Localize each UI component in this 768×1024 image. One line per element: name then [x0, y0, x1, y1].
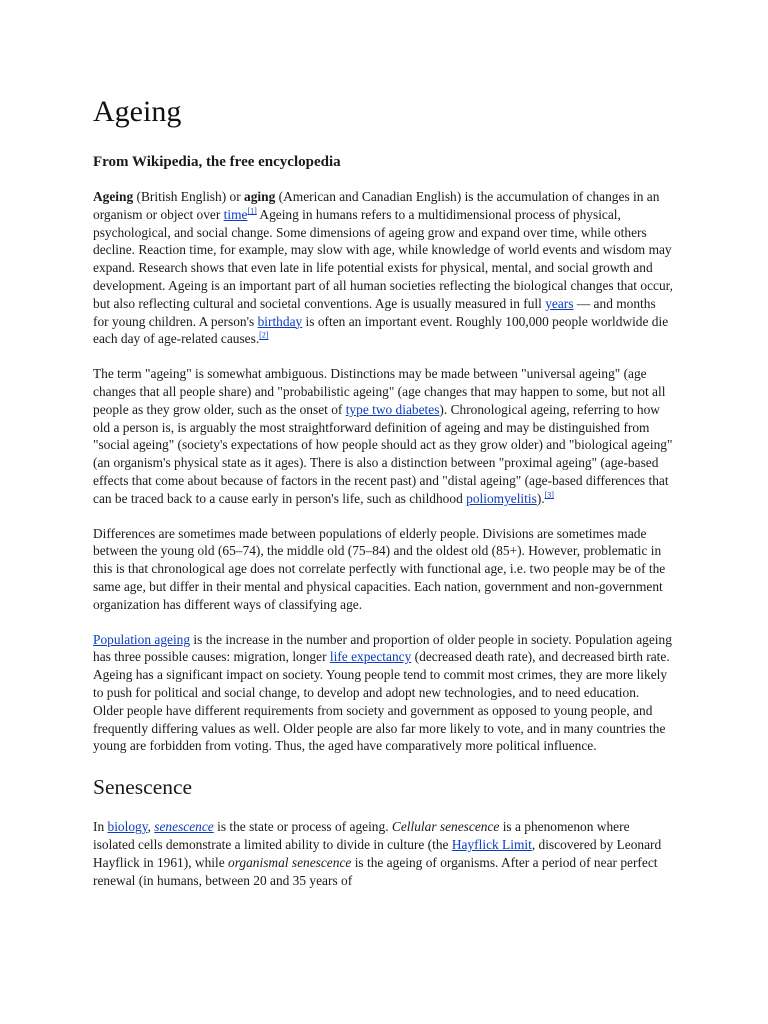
page-subtitle: From Wikipedia, the free encyclopedia [93, 154, 341, 170]
paragraph-population-ageing [93, 631, 673, 756]
text-span: is the ageing of organisms. After a period of near perfect renewal (in humans, between 20 and 35 years of [93, 854, 658, 888]
text-span: — and months for young children. A person's [93, 295, 656, 329]
text-span: The term "ageing" is somewhat ambiguous. Distinctions may be made between "universal ageing" (age changes that all people share) and "probabilistic ageing" (age changes that may happen to some, but not all people as they grow older, such as the onset of [93, 366, 666, 417]
paragraph-intro [93, 188, 673, 348]
paragraph-ambiguity [93, 365, 673, 507]
link-poliomyelitis[interactable]: poliomyelitis [466, 490, 537, 506]
text-span: (British English) or [133, 189, 245, 204]
term-ageing: Ageing [93, 189, 134, 204]
text-span: In [93, 819, 108, 835]
term-aging: aging [244, 189, 276, 204]
text-span: , discovered by Leonard Hayflick in 1961), while [93, 836, 662, 870]
text-span: is often an important event. Roughly 100,000 people worldwide die each day of age-related causes. [93, 313, 669, 347]
link-life-expectancy[interactable]: life expectancy [329, 649, 412, 665]
link-time[interactable]: time [223, 206, 248, 222]
text-span: (American and Canadian English) is the accumulation of changes in an organism or object over [93, 189, 660, 222]
section-heading-senescence: Senescence [93, 775, 193, 800]
reference-3[interactable]: [3] [544, 490, 554, 500]
term-organismal-senescence: organismal senescence [228, 854, 352, 870]
link-years[interactable]: years [545, 295, 574, 311]
link-senescence[interactable]: senescence [154, 819, 214, 835]
text-span: is the increase in the number and proportion of older people in society. Population ageing has three possible causes: migration, longer [93, 631, 672, 665]
text-span: Ageing in humans refers to a multidimensional process of physical, psychological, and social change. Some dimensions of ageing grow and expand over time, while others decline. Reaction time, for example, may slow with age, while knowledge of world events and wisdom may expand. Research shows that even late in life potential exists for physical, mental, and social growth and development. Ageing is an important part of all human societies reflecting the biological changes that occur, but also reflecting cultural and societal conventions. Age is usually measured in full [93, 206, 673, 311]
link-biology[interactable]: biology [107, 819, 148, 835]
paragraph-elderly-divisions: Differences are sometimes made between populations of elderly people. Divisions are sometimes made between the young old (65–74), the middle old (75–84) and the oldest old (85+). However, problematic in this is that chronological age does not correlate perfectly with functional age, i.e. two people may be of the same age, but differ in their mental and physical capacities. Each nation, government and non-government organization has different ways of classifying age. [93, 525, 666, 612]
text-span: ). [536, 490, 545, 506]
text-span: (decreased death rate), and decreased birth rate. Ageing has a significant impact on society. Young people tend to commit most crimes, they are more likely to push for political and social change, to develop and adopt new technologies, and to need education. Older people have different requirements from society and government as opposed to young people, and frequently differing values as well. Older people are also far more likely to vote, and in many countries the young are forbidden from voting. Thus, the aged have comparatively more political influence. [93, 649, 670, 754]
paragraph-senescence [93, 818, 673, 889]
text-span: is the state or process of ageing. [213, 819, 392, 835]
page-title: Ageing [93, 95, 182, 128]
text-span: , [147, 819, 155, 835]
link-birthday[interactable]: birthday [257, 313, 303, 329]
link-hayflick-limit[interactable]: Hayflick Limit [451, 836, 532, 852]
reference-1[interactable]: [1] [247, 206, 257, 216]
reference-2[interactable]: [2] [259, 330, 269, 340]
link-population-ageing[interactable]: Population ageing [93, 631, 191, 647]
article-body [93, 92, 673, 906]
term-cellular-senescence: Cellular senescence [391, 819, 500, 835]
text-span: is a phenomenon where isolated cells demonstrate a limited ability to divide in culture (the [93, 819, 630, 852]
text-span: ). Chronological ageing, referring to how old a person is, is arguably the most straightforward definition of ageing and may be distinguished from "social ageing" (society's expectations of how people should act as they grow older) and "biological ageing" (an organism's physical state as it ages). There is also a distinction between "proximal ageing" (age-based effects that come about because of factors in the recent past) and "distal ageing" (age-based differences that can be traced back to a cause early in person's life, such as childhood [93, 401, 673, 506]
link-type-two-diabetes[interactable]: type two diabetes [345, 401, 440, 417]
